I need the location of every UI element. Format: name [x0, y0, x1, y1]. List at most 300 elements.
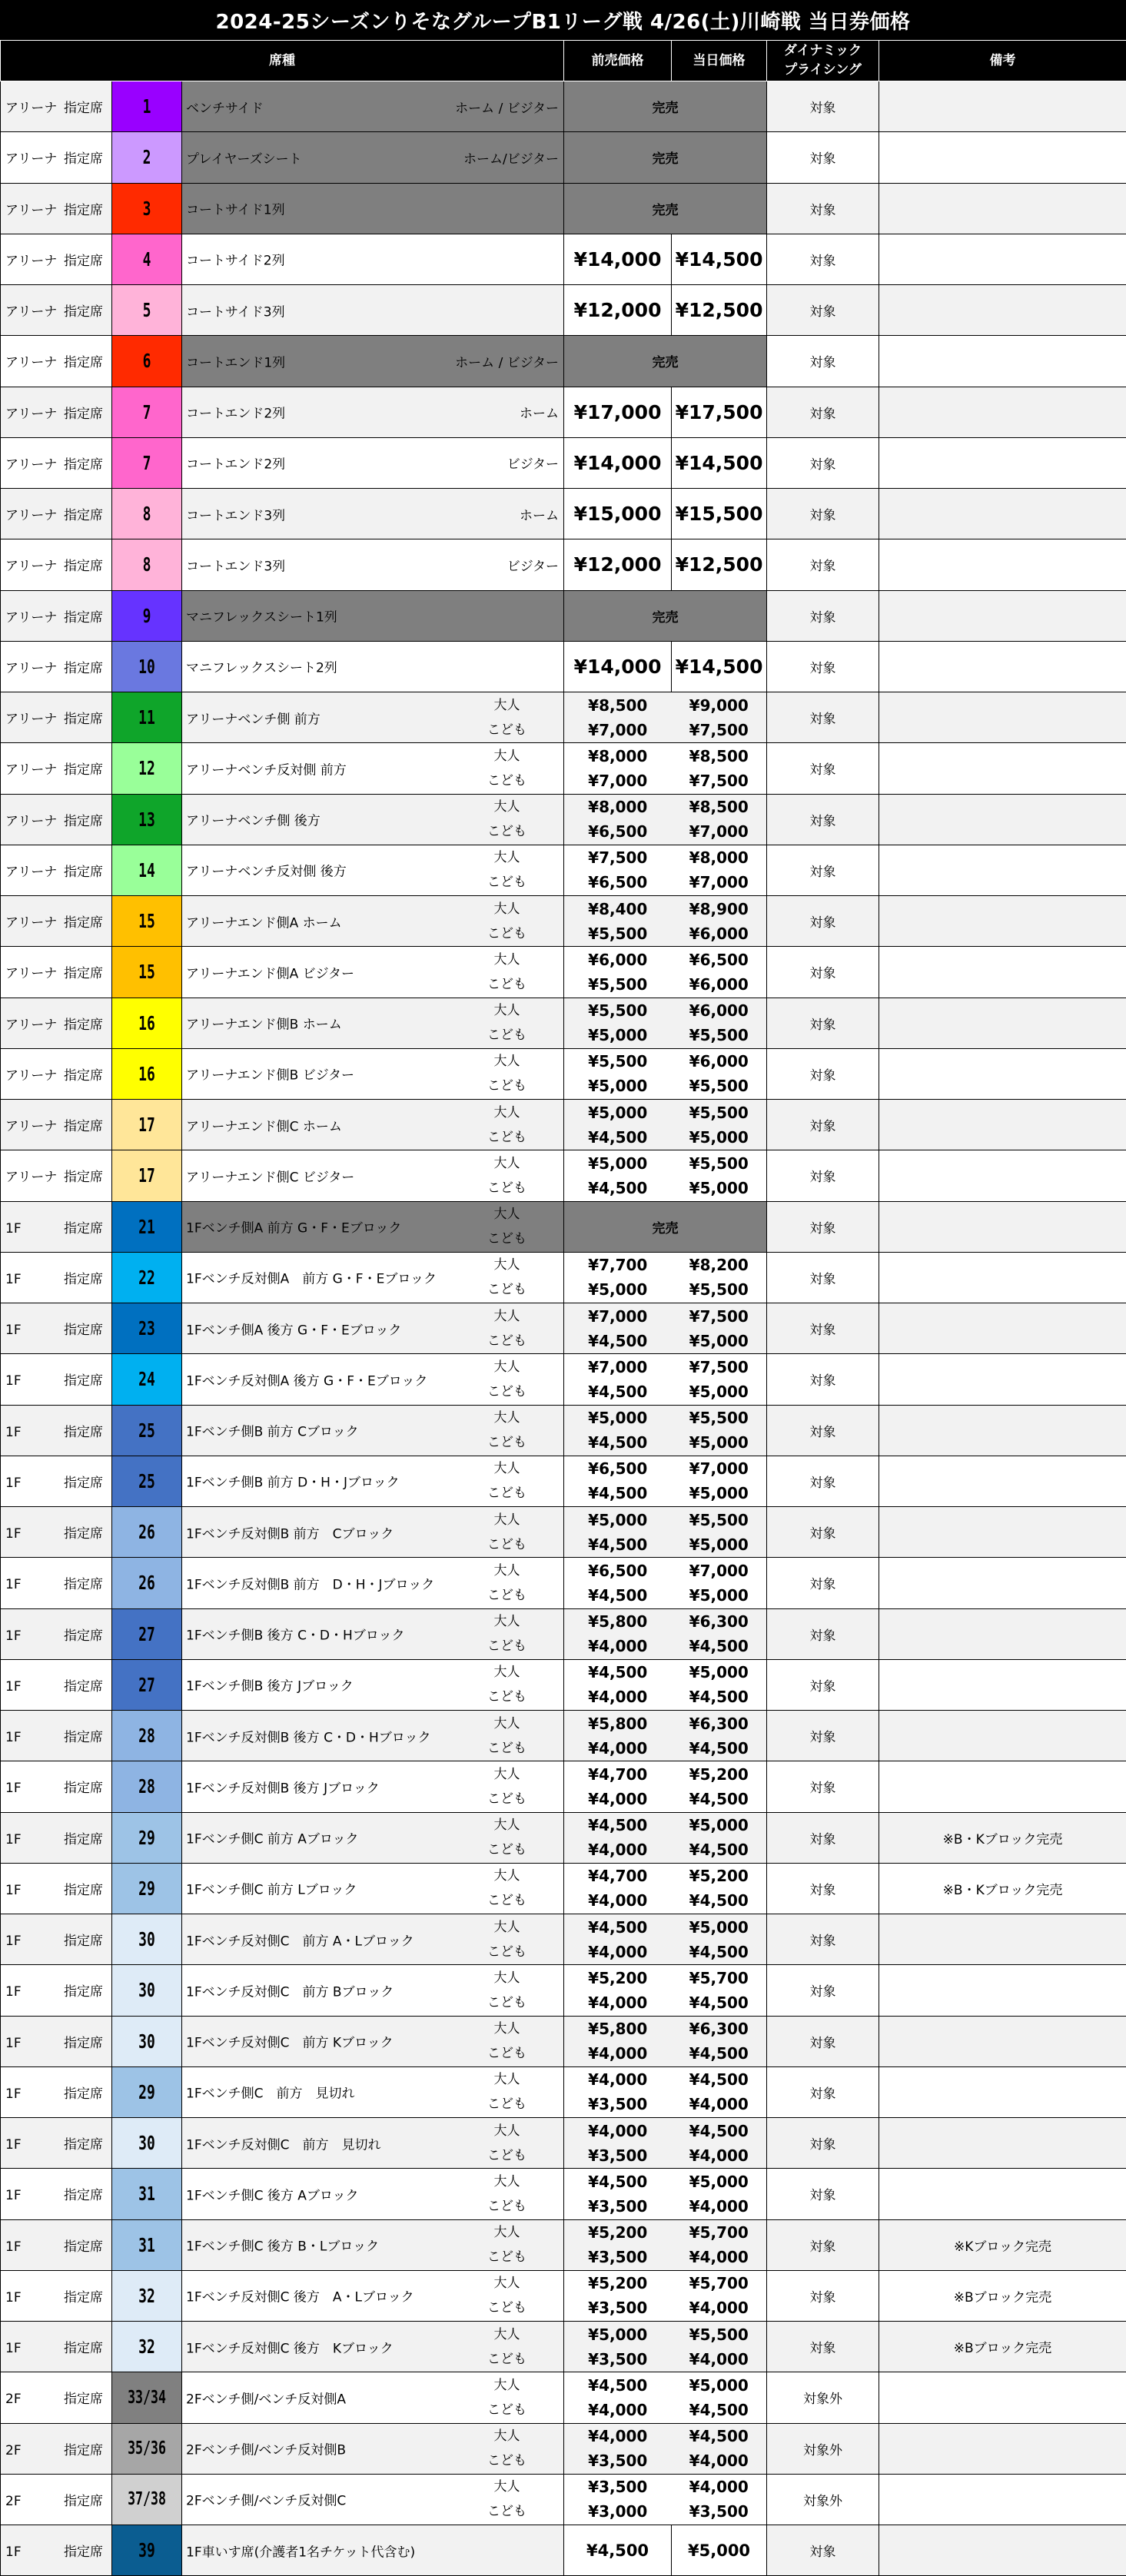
- seat-side: ホーム / ビジター: [455, 351, 559, 370]
- adult-label: 大人: [487, 1406, 526, 1430]
- note-cell: ※Kブロック完売: [879, 2219, 1126, 2270]
- seat-name: 1Fベンチ側C 前方 Aブロック: [186, 1828, 359, 1847]
- price-value: ¥5,200: [564, 2271, 671, 2295]
- adult-label: 大人: [487, 795, 526, 819]
- seat-name-cell: [182, 539, 564, 590]
- price-value: ¥5,000: [564, 1508, 671, 1532]
- seat-name: アリーナベンチ反対側 前方: [186, 759, 347, 778]
- adult-label: 大人: [487, 948, 526, 972]
- price-pair-cell: [564, 2169, 767, 2219]
- price-value: ¥5,000: [672, 2373, 767, 2398]
- price-pair-cell: [564, 2423, 767, 2474]
- seat-kind-label: 指定席: [64, 1064, 103, 1084]
- seat-number-badge: [112, 437, 182, 488]
- area-label: 1F: [1, 1323, 64, 1338]
- child-label: こども: [487, 1176, 526, 1200]
- seat-name-cell: [182, 1761, 564, 1812]
- seat-number-badge: [112, 641, 182, 692]
- advance-price: [564, 1406, 671, 1455]
- age-labels: [487, 1202, 526, 1251]
- price-value: ¥5,000: [564, 1277, 671, 1302]
- area-cell: [1, 234, 112, 284]
- price-value: ¥4,000: [672, 2194, 767, 2219]
- note-cell: ※Bブロック完売: [879, 2322, 1126, 2372]
- adult-label: 大人: [487, 2373, 526, 2398]
- seat-number: 37/38: [122, 2489, 172, 2509]
- table-row: [1, 2066, 1126, 2117]
- advance-price: [564, 2169, 671, 2219]
- area-label: 2F: [1, 2443, 64, 2458]
- child-label: こども: [487, 2398, 526, 2422]
- adult-label: 大人: [487, 1711, 526, 1736]
- seat-side: ホーム/ビジター: [463, 148, 559, 167]
- seat-number-badge: [112, 132, 182, 183]
- area-cell: [1, 2372, 112, 2423]
- seat-number-badge: [112, 183, 182, 234]
- seat-number-badge: [112, 947, 182, 998]
- door-price: [672, 1049, 767, 1098]
- seat-kind-label: 指定席: [64, 2490, 103, 2509]
- note-cell: [879, 845, 1126, 895]
- area-cell: [1, 1150, 112, 1201]
- seat-kind-label: 指定席: [64, 453, 103, 473]
- seat-kind-label: 指定席: [64, 1319, 103, 1338]
- seat-name-cell: [182, 947, 564, 998]
- advance-price: [564, 845, 671, 895]
- seat-number: 29: [122, 2081, 172, 2103]
- price-value: ¥7,000: [564, 718, 671, 742]
- seat-name-cell: [182, 743, 564, 794]
- seat-number-badge: [112, 2016, 182, 2066]
- table-row: [1, 1252, 1126, 1303]
- area-cell: [1, 1965, 112, 2016]
- seat-number-badge: [112, 1558, 182, 1608]
- seat-number-badge: [112, 1659, 182, 1710]
- area-label: 1F: [1, 1373, 64, 1389]
- seat-name: コートエンド1列: [186, 351, 285, 370]
- price-value: ¥6,000: [672, 998, 767, 1023]
- note-cell: [879, 2372, 1126, 2423]
- price-pair-cell: [564, 794, 767, 845]
- price-value: ¥3,500: [564, 2295, 671, 2320]
- table-row: [1, 183, 1126, 234]
- seat-kind-label: 指定席: [64, 2184, 103, 2203]
- price-pair-cell: [564, 1863, 767, 1914]
- price-value: ¥4,000: [564, 2398, 671, 2422]
- seat-name-cell: [182, 234, 564, 284]
- age-labels: [487, 2271, 526, 2320]
- dynamic-pricing-cell: 対象: [767, 1048, 879, 1099]
- price-value: ¥6,300: [672, 1711, 767, 1736]
- seat-number: 4: [122, 248, 172, 271]
- seat-number: 24: [122, 1368, 172, 1390]
- note-cell: [879, 2474, 1126, 2525]
- area-cell: [1, 1659, 112, 1710]
- seat-name: マニフレックスシート1列: [186, 606, 337, 626]
- child-label: こども: [487, 1023, 526, 1047]
- child-label: こども: [487, 718, 526, 742]
- seat-kind-label: 指定席: [64, 911, 103, 931]
- seat-number: 30: [122, 1928, 172, 1950]
- price-pair-cell: [564, 1507, 767, 1558]
- dynamic-pricing-cell: 対象外: [767, 2372, 879, 2423]
- dynamic-pricing-cell: 対象: [767, 1608, 879, 1659]
- adult-label: 大人: [487, 2475, 526, 2499]
- price-value: ¥6,300: [672, 1609, 767, 1634]
- child-label: こども: [487, 2194, 526, 2219]
- seat-number-badge: [112, 1150, 182, 1201]
- child-label: こども: [487, 1583, 526, 1608]
- advance-price: [564, 1762, 671, 1811]
- note-cell: [879, 1303, 1126, 1354]
- age-labels: [487, 1762, 526, 1811]
- area-cell: [1, 2016, 112, 2066]
- table-row: [1, 1608, 1126, 1659]
- price-value: ¥5,000: [672, 1329, 767, 1353]
- dynamic-pricing-cell: 対象: [767, 947, 879, 998]
- seat-number: 31: [122, 2183, 172, 2205]
- seat-name: 1Fベンチ側B 後方 C・D・Hブロック: [186, 1625, 404, 1644]
- seat-name: アリーナベンチ反対側 後方: [186, 861, 347, 880]
- price-value: ¥4,500: [564, 1660, 671, 1685]
- seat-number-badge: [112, 1507, 182, 1558]
- seat-name: 1Fベンチ反対側B 前方 D・H・Jブロック: [186, 1573, 434, 1592]
- area-cell: [1, 387, 112, 437]
- area-label: 1F: [1, 1577, 64, 1592]
- seat-kind-label: 指定席: [64, 148, 103, 167]
- area-label: 1F: [1, 2544, 64, 2560]
- seat-number: 30: [122, 2132, 172, 2154]
- area-label: アリーナ: [1, 250, 64, 269]
- price-value: ¥3,500: [564, 2475, 671, 2499]
- seat-name-cell: [182, 2118, 564, 2169]
- seat-number-badge: [112, 1608, 182, 1659]
- seat-number: 3: [122, 198, 172, 220]
- note-cell: [879, 132, 1126, 183]
- area-cell: [1, 998, 112, 1048]
- seat-name-cell: [182, 1405, 564, 1456]
- price-value: ¥5,800: [564, 2017, 671, 2041]
- age-labels: [487, 948, 526, 997]
- advance-price: [564, 2424, 671, 2473]
- note-cell: [879, 539, 1126, 590]
- dynamic-pricing-cell: 対象: [767, 2066, 879, 2117]
- table-row: [1, 2474, 1126, 2525]
- door-price: [672, 2119, 767, 2168]
- seat-number-badge: [112, 2474, 182, 2525]
- price-value: ¥4,500: [564, 2373, 671, 2398]
- price-value: ¥5,500: [672, 2322, 767, 2347]
- seat-number: 26: [122, 1572, 172, 1594]
- seat-number: 21: [122, 1216, 172, 1238]
- area-label: 1F: [1, 1730, 64, 1745]
- price-value: ¥5,700: [672, 2271, 767, 2295]
- seat-number: 29: [122, 1877, 172, 1900]
- price-value: ¥4,500: [564, 1125, 671, 1150]
- child-label: こども: [487, 1481, 526, 1505]
- child-label: こども: [487, 2092, 526, 2116]
- price-value: ¥4,000: [672, 2245, 767, 2269]
- area-cell: [1, 2525, 112, 2576]
- seat-kind-label: 指定席: [64, 403, 103, 422]
- adult-label: 大人: [487, 1559, 526, 1583]
- seat-kind-label: 指定席: [64, 861, 103, 880]
- seat-number-badge: [112, 1914, 182, 1965]
- price-pair-cell: [564, 1965, 767, 2016]
- age-labels: [487, 1508, 526, 1557]
- sold-out-cell: 完売: [564, 183, 767, 234]
- adult-label: 大人: [487, 845, 526, 870]
- price-value: ¥8,500: [672, 795, 767, 819]
- door-price: ¥14,500: [672, 437, 767, 488]
- seat-kind-label: 指定席: [64, 962, 103, 981]
- seat-kind-label: 指定席: [64, 2286, 103, 2305]
- table-row: [1, 1048, 1126, 1099]
- seat-name: コートサイド1列: [186, 199, 285, 218]
- area-cell: [1, 132, 112, 183]
- area-cell: [1, 1048, 112, 1099]
- seat-number: 25: [122, 1419, 172, 1442]
- note-cell: [879, 183, 1126, 234]
- dynamic-pricing-cell: 対象: [767, 387, 879, 437]
- price-value: ¥4,000: [672, 2092, 767, 2116]
- seat-kind-label: 指定席: [64, 1573, 103, 1592]
- table-row: [1, 590, 1126, 641]
- price-value: ¥4,500: [672, 1837, 767, 1862]
- dynamic-pricing-cell: 対象: [767, 641, 879, 692]
- child-label: こども: [487, 1837, 526, 1862]
- area-cell: [1, 1761, 112, 1812]
- seat-number: 6: [122, 350, 172, 372]
- area-cell: [1, 285, 112, 336]
- price-value: ¥3,500: [672, 2499, 767, 2524]
- seat-number-badge: [112, 387, 182, 437]
- area-label: アリーナ: [1, 962, 64, 981]
- price-value: ¥5,000: [672, 1125, 767, 1150]
- seat-name-cell: [182, 183, 564, 234]
- price-pair-cell: [564, 1761, 767, 1812]
- child-label: こども: [487, 2448, 526, 2473]
- price-value: ¥4,000: [672, 2448, 767, 2473]
- price-value: ¥5,200: [564, 2220, 671, 2245]
- seat-name-cell: [182, 641, 564, 692]
- dynamic-pricing-cell: 対象: [767, 1558, 879, 1608]
- door-price: [672, 693, 767, 742]
- seat-kind-label: 指定席: [64, 2133, 103, 2153]
- area-cell: [1, 1201, 112, 1252]
- dynamic-pricing-cell: 対象: [767, 1100, 879, 1150]
- seat-name: 1Fベンチ反対側C 後方 Kブロック: [186, 2337, 394, 2356]
- price-value: ¥5,500: [672, 1277, 767, 1302]
- price-value: ¥4,500: [672, 2041, 767, 2066]
- adult-label: 大人: [487, 1508, 526, 1532]
- area-cell: [1, 183, 112, 234]
- price-value: ¥6,300: [672, 2017, 767, 2041]
- seat-name: 1Fベンチ反対側B 後方 C・D・Hブロック: [186, 1726, 430, 1745]
- price-value: ¥4,000: [564, 1685, 671, 1709]
- adult-label: 大人: [487, 1762, 526, 1787]
- price-value: ¥6,000: [672, 921, 767, 946]
- seat-name-cell: [182, 1252, 564, 1303]
- seat-side: ホーム: [520, 504, 559, 523]
- table-row: [1, 1201, 1126, 1252]
- adult-label: 大人: [487, 2322, 526, 2347]
- seat-name: 1Fベンチ反対側B 後方 Jブロック: [186, 1777, 380, 1796]
- table-row: [1, 489, 1126, 539]
- price-value: ¥5,000: [564, 1100, 671, 1125]
- table-row: [1, 1711, 1126, 1761]
- price-value: ¥5,000: [672, 1813, 767, 1837]
- door-price: ¥14,500: [672, 234, 767, 284]
- price-pair-cell: [564, 845, 767, 895]
- seat-number-badge: [112, 489, 182, 539]
- seat-number: 16: [122, 1063, 172, 1085]
- seat-number-badge: [112, 2270, 182, 2321]
- seat-name-cell: [182, 489, 564, 539]
- seat-side: ビジター: [507, 555, 559, 574]
- note-cell: [879, 2423, 1126, 2474]
- advance-price: [564, 998, 671, 1047]
- table-row: [1, 437, 1126, 488]
- seat-number: 17: [122, 1114, 172, 1136]
- area-label: 1F: [1, 2137, 64, 2153]
- seat-number: 9: [122, 605, 172, 627]
- note-cell: [879, 1252, 1126, 1303]
- seat-name-cell: [182, 2169, 564, 2219]
- seat-kind-label: 指定席: [64, 657, 103, 676]
- adult-label: 大人: [487, 2169, 526, 2194]
- price-value: ¥4,000: [564, 2067, 671, 2092]
- area-label: 1F: [1, 1934, 64, 1949]
- seat-name: アリーナエンド側C ホーム: [186, 1115, 342, 1134]
- note-cell: [879, 1659, 1126, 1710]
- seat-kind-label: 指定席: [64, 1472, 103, 1491]
- seat-name: アリーナベンチ側 後方: [186, 810, 321, 829]
- area-cell: [1, 1558, 112, 1608]
- seat-number: 5: [122, 299, 172, 321]
- age-labels: [487, 1915, 526, 1964]
- seat-kind-label: 指定席: [64, 2439, 103, 2458]
- advance-price: [564, 1456, 671, 1505]
- price-value: ¥4,500: [564, 1379, 671, 1404]
- table-row: [1, 1965, 1126, 2016]
- age-labels: [487, 2424, 526, 2473]
- advance-price: [564, 1355, 671, 1404]
- price-value: ¥3,500: [564, 2245, 671, 2269]
- seat-number-badge: [112, 2423, 182, 2474]
- seat-name: 2Fベンチ側/ベンチ反対側C: [186, 2490, 346, 2509]
- seat-name-cell: [182, 2525, 564, 2576]
- price-pair-cell: [564, 1659, 767, 1710]
- table-row: [1, 387, 1126, 437]
- seat-number-badge: [112, 998, 182, 1048]
- adult-label: 大人: [487, 1151, 526, 1176]
- adult-label: 大人: [487, 2271, 526, 2295]
- advance-price: [564, 795, 671, 844]
- dynamic-pricing-cell: 対象: [767, 336, 879, 387]
- header-advance-price: 前売価格: [564, 41, 672, 81]
- age-labels: [487, 1966, 526, 2015]
- note-cell: [879, 1456, 1126, 1506]
- price-value: ¥6,000: [564, 948, 671, 972]
- seat-number-badge: [112, 81, 182, 132]
- table-row: [1, 1761, 1126, 1812]
- price-pair-cell: [564, 1558, 767, 1608]
- price-value: ¥3,500: [564, 2347, 671, 2372]
- seat-kind-label: 指定席: [64, 2541, 103, 2560]
- age-labels: [487, 1559, 526, 1608]
- table-row: [1, 1456, 1126, 1506]
- seat-number-badge: [112, 1354, 182, 1405]
- price-value: ¥5,000: [672, 2169, 767, 2194]
- table-row: [1, 2118, 1126, 2169]
- area-cell: [1, 2118, 112, 2169]
- area-cell: [1, 336, 112, 387]
- price-pair-cell: [564, 896, 767, 947]
- area-label: アリーナ: [1, 453, 64, 473]
- seat-number: 17: [122, 1164, 172, 1187]
- seat-name: 1Fベンチ側A 後方 G・F・Eブロック: [186, 1319, 401, 1338]
- table-row: [1, 2525, 1126, 2576]
- area-cell: [1, 1507, 112, 1558]
- adult-label: 大人: [487, 998, 526, 1023]
- seat-number-badge: [112, 1965, 182, 2016]
- price-pair-cell: [564, 743, 767, 794]
- child-label: こども: [487, 2041, 526, 2066]
- price-pair-cell: [564, 1252, 767, 1303]
- adult-label: 大人: [487, 1609, 526, 1634]
- table-row: [1, 743, 1126, 794]
- seat-side: ホーム / ビジター: [455, 97, 559, 116]
- dynamic-pricing-cell: 対象: [767, 590, 879, 641]
- seat-name: 1Fベンチ側C 後方 Aブロック: [186, 2184, 359, 2203]
- child-label: こども: [487, 921, 526, 946]
- price-value: ¥5,500: [672, 1100, 767, 1125]
- area-cell: [1, 1914, 112, 1965]
- area-label: アリーナ: [1, 861, 64, 880]
- price-value: ¥8,000: [672, 845, 767, 870]
- price-value: ¥4,500: [672, 1736, 767, 1761]
- seat-number: 25: [122, 1470, 172, 1492]
- table-row: [1, 336, 1126, 387]
- seat-kind-label: 指定席: [64, 759, 103, 778]
- price-value: ¥4,500: [672, 2119, 767, 2143]
- child-label: こども: [487, 2143, 526, 2168]
- price-pair-cell: [564, 2474, 767, 2525]
- door-price: [672, 1151, 767, 1200]
- seat-name: アリーナエンド側A ビジター: [186, 962, 354, 981]
- price-pair-cell: [564, 1303, 767, 1354]
- seat-kind-label: 指定席: [64, 1777, 103, 1796]
- price-pair-cell: [564, 2270, 767, 2321]
- seat-name-cell: [182, 1914, 564, 1965]
- seat-number: 26: [122, 1521, 172, 1543]
- price-value: ¥5,000: [672, 1481, 767, 1505]
- seat-number-badge: [112, 1048, 182, 1099]
- door-price: [672, 2322, 767, 2372]
- area-label: アリーナ: [1, 148, 64, 167]
- seat-name-cell: [182, 285, 564, 336]
- price-table: [0, 40, 1126, 2576]
- area-label: 1F: [1, 2341, 64, 2356]
- area-cell: [1, 1405, 112, 1456]
- adult-label: 大人: [487, 1253, 526, 1277]
- dynamic-pricing-cell: 対象外: [767, 2423, 879, 2474]
- advance-price: ¥15,000: [564, 489, 672, 539]
- adult-label: 大人: [487, 1456, 526, 1481]
- advance-price: ¥4,500: [564, 2525, 672, 2576]
- price-value: ¥5,500: [672, 1508, 767, 1532]
